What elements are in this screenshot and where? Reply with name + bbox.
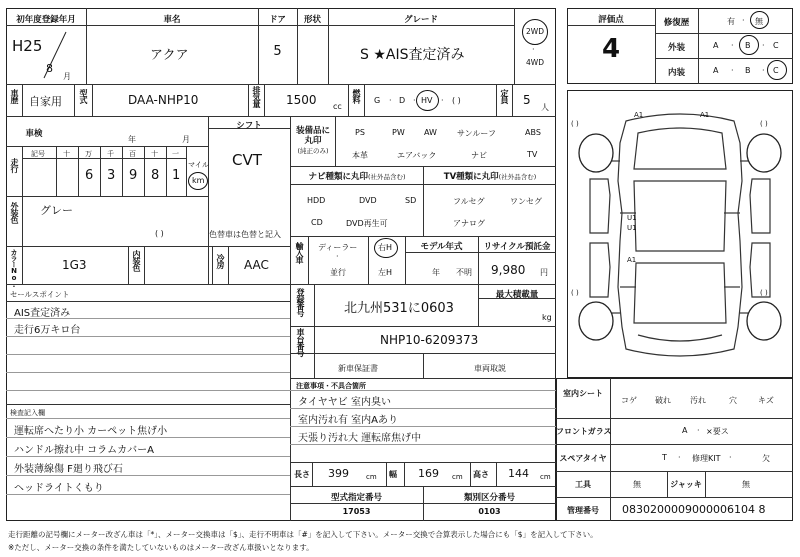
usage-label: 車歴	[10, 89, 19, 103]
diagram-label-a1-front-right: A1	[700, 111, 710, 119]
import-left: 左H	[378, 268, 393, 277]
fuel-label: 燃料	[352, 89, 361, 103]
first-reg-header: 初年度登録年月	[16, 15, 76, 25]
car-diagram	[568, 91, 792, 377]
model-value: DAA-NHP10	[128, 93, 199, 107]
first-reg-month-unit: 月	[63, 72, 71, 81]
capacity-label: 定員	[500, 89, 509, 103]
registration-value: 北九州531に0603	[344, 301, 454, 316]
notice-line-3: 天張り汚れ大 運転席焦げ中	[298, 433, 422, 444]
repair-label: 修復歴	[663, 18, 690, 28]
shaken-year-unit: 年	[128, 135, 136, 144]
color-no-value: 1G3	[62, 258, 87, 272]
car-name-header: 車名	[163, 15, 181, 25]
ext-grade-c: C	[773, 41, 779, 50]
rating-value: 4	[601, 34, 621, 64]
length-value: 399	[328, 467, 349, 480]
mileage-mile-label: マイル	[188, 161, 209, 169]
tools-value: 無	[633, 480, 641, 489]
diagram-paren-bl: ( )	[571, 289, 579, 297]
shape-header: 形状	[303, 15, 321, 25]
recycle-value: 9,980	[491, 263, 526, 277]
mileage-km-label: km	[192, 176, 205, 185]
length-label: 長さ	[294, 470, 310, 479]
height-value: 144	[508, 467, 529, 480]
shaken-month-unit: 月	[182, 135, 190, 144]
notices-label: 注意事項・不具合箇所	[296, 382, 366, 390]
int-grade-c: C	[773, 66, 779, 75]
interior-label: 内装色	[132, 250, 141, 271]
recycle-unit: 円	[540, 268, 548, 277]
model-label: 型式	[79, 89, 88, 103]
repair-no: 無	[755, 17, 763, 26]
diagram-label-a1-rear-left: A1	[627, 256, 637, 264]
height-label: 高さ	[473, 470, 489, 479]
import-label: 輸入車	[295, 242, 304, 263]
fuel-d: D	[399, 96, 406, 105]
recycle-label: リサイクル預託金	[483, 242, 551, 252]
spare-t: T	[662, 453, 667, 462]
windshield-x: ×要ス	[706, 427, 729, 436]
drive-4wd: 4WD	[526, 58, 544, 67]
import-parallel: 並行	[330, 268, 346, 277]
diagram-label-u1-left-2: U1	[627, 224, 637, 232]
model-year-unknown: 不明	[456, 268, 472, 277]
width-value: 169	[418, 467, 439, 480]
footer-line-2: ※ただし、メーター交換の条件を満たしていないものはメーター改ざん車扱いとなります。	[8, 543, 314, 552]
exterior-paren: ( )	[155, 229, 164, 238]
ext-grade-a: A	[713, 41, 719, 50]
aircon-value: AAC	[244, 258, 269, 272]
diagram-paren-br: ( )	[760, 289, 768, 297]
exterior-grade-label: 外装	[667, 43, 685, 53]
fuel-g: G	[374, 96, 381, 105]
displacement-unit: cc	[333, 102, 342, 111]
sales-point-label: セールスポイント	[10, 290, 70, 299]
shaken-label: 車検	[25, 129, 43, 139]
notice-line-1: タイヤヤビ 室内臭い	[298, 397, 391, 408]
shift-label: シフト	[236, 121, 262, 131]
mileage-label: 走行	[10, 158, 19, 172]
drive-dot: ·	[532, 45, 535, 54]
jack-value: 無	[742, 480, 750, 489]
capacity-unit: 人	[541, 103, 549, 112]
management-label: 管理番号	[567, 506, 599, 515]
diagram-paren-tr: ( )	[760, 120, 768, 128]
inspection-line-4: ヘッドライトくもり	[14, 483, 104, 494]
import-right: 右H	[378, 243, 393, 252]
diagram-paren-tl: ( )	[571, 120, 579, 128]
exterior-value: グレー	[40, 204, 73, 217]
equipment-label: 装備品に 丸印 (純正のみ)	[295, 126, 330, 155]
sales-point-line-1: AIS査定済み	[14, 308, 71, 319]
footer-line-1: 走行距離の記号欄にメーター改ざん車は「*」、メーター交換車は「$」、走行不明車は「#」を記入して下さい。メーター交換で合算表示した場合にも「$」を記入して下さい。	[8, 530, 598, 539]
ext-grade-b: B	[745, 41, 751, 50]
inspection-line-3: 外装薄線傷 F廻り飛び石	[14, 464, 123, 475]
color-no-label: カラーNo.	[10, 249, 18, 288]
doors-header: ドア	[269, 15, 286, 25]
category-value: 0103	[478, 507, 501, 516]
manual-label: 車両取説	[474, 364, 506, 373]
displacement-value: 1500	[286, 93, 317, 107]
import-dealer: ディーラー	[318, 243, 358, 252]
mileage-code-label: 記号	[31, 150, 45, 158]
jack-label: ジャッキ	[670, 480, 702, 489]
displacement-label: 排気量	[252, 86, 261, 107]
int-grade-a: A	[713, 66, 719, 75]
spare-kit: 修理KIT	[692, 454, 721, 463]
chassis-label: 車台番号	[296, 328, 305, 356]
car-name-value: アクア	[150, 48, 189, 63]
spare-label: スペアタイヤ	[559, 454, 607, 463]
inspection-line-1: 運転席へたり小 カーペット焦げ小	[14, 426, 168, 437]
height-unit: cm	[540, 473, 551, 481]
spare-missing: 欠	[762, 454, 770, 463]
tools-label: 工具	[575, 480, 591, 489]
notice-line-2: 室内汚れ有 室内Aあり	[298, 415, 399, 426]
rating-label: 評価点	[598, 15, 624, 25]
first-reg-month: 8	[46, 62, 53, 75]
exterior-label: 外装色	[10, 202, 19, 223]
width-unit: cm	[452, 473, 463, 481]
interior-grade-label: 内装	[667, 68, 685, 78]
exterior-note: 色替車は色替と記入	[209, 230, 281, 239]
int-grade-b: B	[745, 66, 751, 75]
sales-point-line-2: 走行6万キロ台	[14, 325, 81, 336]
max-load-unit: kg	[542, 313, 552, 322]
fuel-hv: HV	[421, 96, 433, 105]
shift-value: CVT	[232, 151, 262, 169]
type-designation-label: 型式指定番号	[330, 493, 382, 503]
width-label: 幅	[389, 470, 397, 479]
drive-2wd: 2WD	[526, 27, 544, 36]
first-reg-year: H25	[12, 37, 43, 55]
usage-value: 自家用	[29, 95, 62, 108]
capacity-value: 5	[523, 93, 531, 107]
repair-yes: 有	[727, 17, 735, 26]
management-value: 0830200009000006104 8	[622, 503, 766, 516]
model-year-label: モデル年式	[420, 242, 463, 252]
grade-value: S ★AIS査定済み	[360, 47, 465, 63]
max-load-label: 最大積載量	[495, 290, 539, 300]
doors-value: 5	[273, 44, 282, 59]
inspection-line-2: ハンドル擦れ中 コラムカバーA	[14, 445, 154, 456]
grade-header: グレード	[403, 15, 438, 25]
tv-label: TV種類に丸印(社外品含む)	[443, 172, 537, 182]
fuel-other: ( )	[452, 96, 461, 105]
diagram-label-u1-left: U1	[627, 214, 637, 222]
type-designation-value: 17053	[342, 507, 371, 516]
navi-label: ナビ種類に丸印(社外品含む)	[308, 172, 406, 182]
inspection-label: 検査記入欄	[10, 409, 45, 417]
length-unit: cm	[366, 473, 377, 481]
warranty-label: 新車保証書	[338, 364, 378, 373]
seat-label: 室内シート	[563, 389, 603, 398]
category-label: 類別区分番号	[463, 493, 515, 503]
chassis-value: NHP10-6209373	[380, 333, 479, 347]
model-year-unit: 年	[432, 268, 440, 277]
windshield-a: A	[682, 426, 688, 435]
registration-label: 登録番号	[296, 288, 305, 316]
aircon-label: 冷房	[216, 254, 225, 268]
windshield-label: フロントガラス	[556, 427, 612, 436]
diagram-label-a1-front-left: A1	[634, 111, 644, 119]
